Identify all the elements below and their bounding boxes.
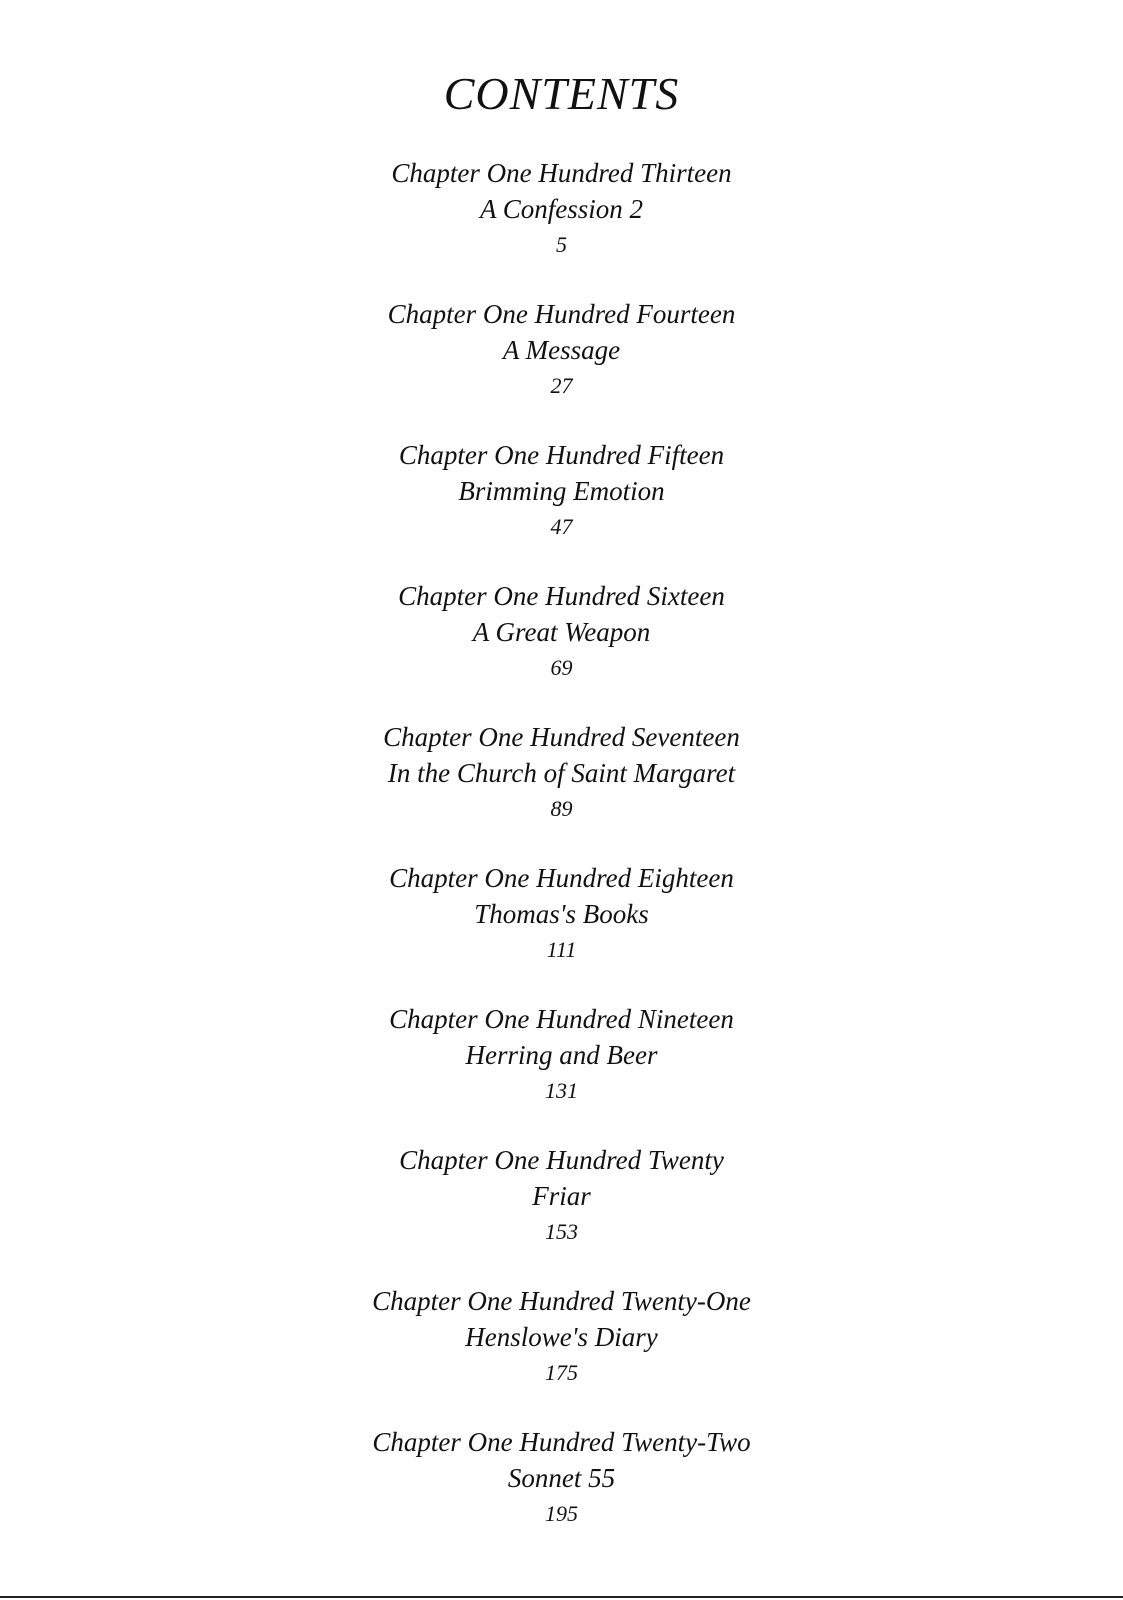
- chapter-number: Chapter One Hundred Twenty-Two: [372, 1427, 751, 1457]
- bottom-border-rule: [0, 1596, 1123, 1598]
- toc-entry[interactable]: [0, 1001, 1123, 1142]
- table-of-contents: [0, 155, 1123, 1565]
- toc-entry[interactable]: [0, 1283, 1123, 1424]
- toc-entry[interactable]: [0, 1424, 1123, 1565]
- page-number: 111: [546, 937, 577, 962]
- chapter-title: A Confession 2: [479, 194, 643, 224]
- page-number: 27: [550, 373, 573, 398]
- chapter-number: Chapter One Hundred Eighteen: [389, 863, 734, 893]
- chapter-title: Brimming Emotion: [458, 476, 665, 506]
- page-number: 153: [545, 1219, 578, 1244]
- toc-entry[interactable]: [0, 719, 1123, 860]
- toc-entry[interactable]: [0, 296, 1123, 437]
- chapter-title: A Message: [502, 335, 621, 365]
- chapter-number: Chapter One Hundred Nineteen: [389, 1004, 734, 1034]
- toc-entry[interactable]: [0, 437, 1123, 578]
- chapter-title: Friar: [532, 1181, 591, 1211]
- chapter-number: Chapter One Hundred Seventeen: [383, 722, 740, 752]
- page-number: 175: [545, 1360, 578, 1385]
- chapter-number: Chapter One Hundred Fifteen: [398, 440, 725, 470]
- toc-entry[interactable]: [0, 578, 1123, 719]
- chapter-title: In the Church of Saint Margaret: [387, 758, 736, 788]
- chapter-title: Sonnet 55: [507, 1463, 616, 1493]
- page-number: 5: [556, 232, 567, 257]
- chapter-number: Chapter One Hundred Twenty-One: [372, 1286, 751, 1316]
- chapter-number: Chapter One Hundred Fourteen: [387, 299, 736, 329]
- chapter-title: Thomas's Books: [474, 899, 649, 929]
- chapter-number: Chapter One Hundred Sixteen: [398, 581, 725, 611]
- page-number: 69: [550, 655, 573, 680]
- toc-entry[interactable]: [0, 155, 1123, 296]
- page-number: 89: [550, 796, 573, 821]
- chapter-title: A Great Weapon: [472, 617, 651, 647]
- chapter-number: Chapter One Hundred Twenty: [399, 1145, 724, 1175]
- page-number: 195: [545, 1501, 578, 1526]
- chapter-title: Herring and Beer: [465, 1040, 658, 1070]
- page-number: 47: [550, 514, 573, 539]
- toc-entry[interactable]: [0, 860, 1123, 1001]
- chapter-title: Henslowe's Diary: [465, 1322, 658, 1352]
- page-title: CONTENTS: [443, 68, 680, 119]
- page-number: 131: [545, 1078, 578, 1103]
- chapter-number: Chapter One Hundred Thirteen: [391, 158, 732, 188]
- toc-entry[interactable]: [0, 1142, 1123, 1283]
